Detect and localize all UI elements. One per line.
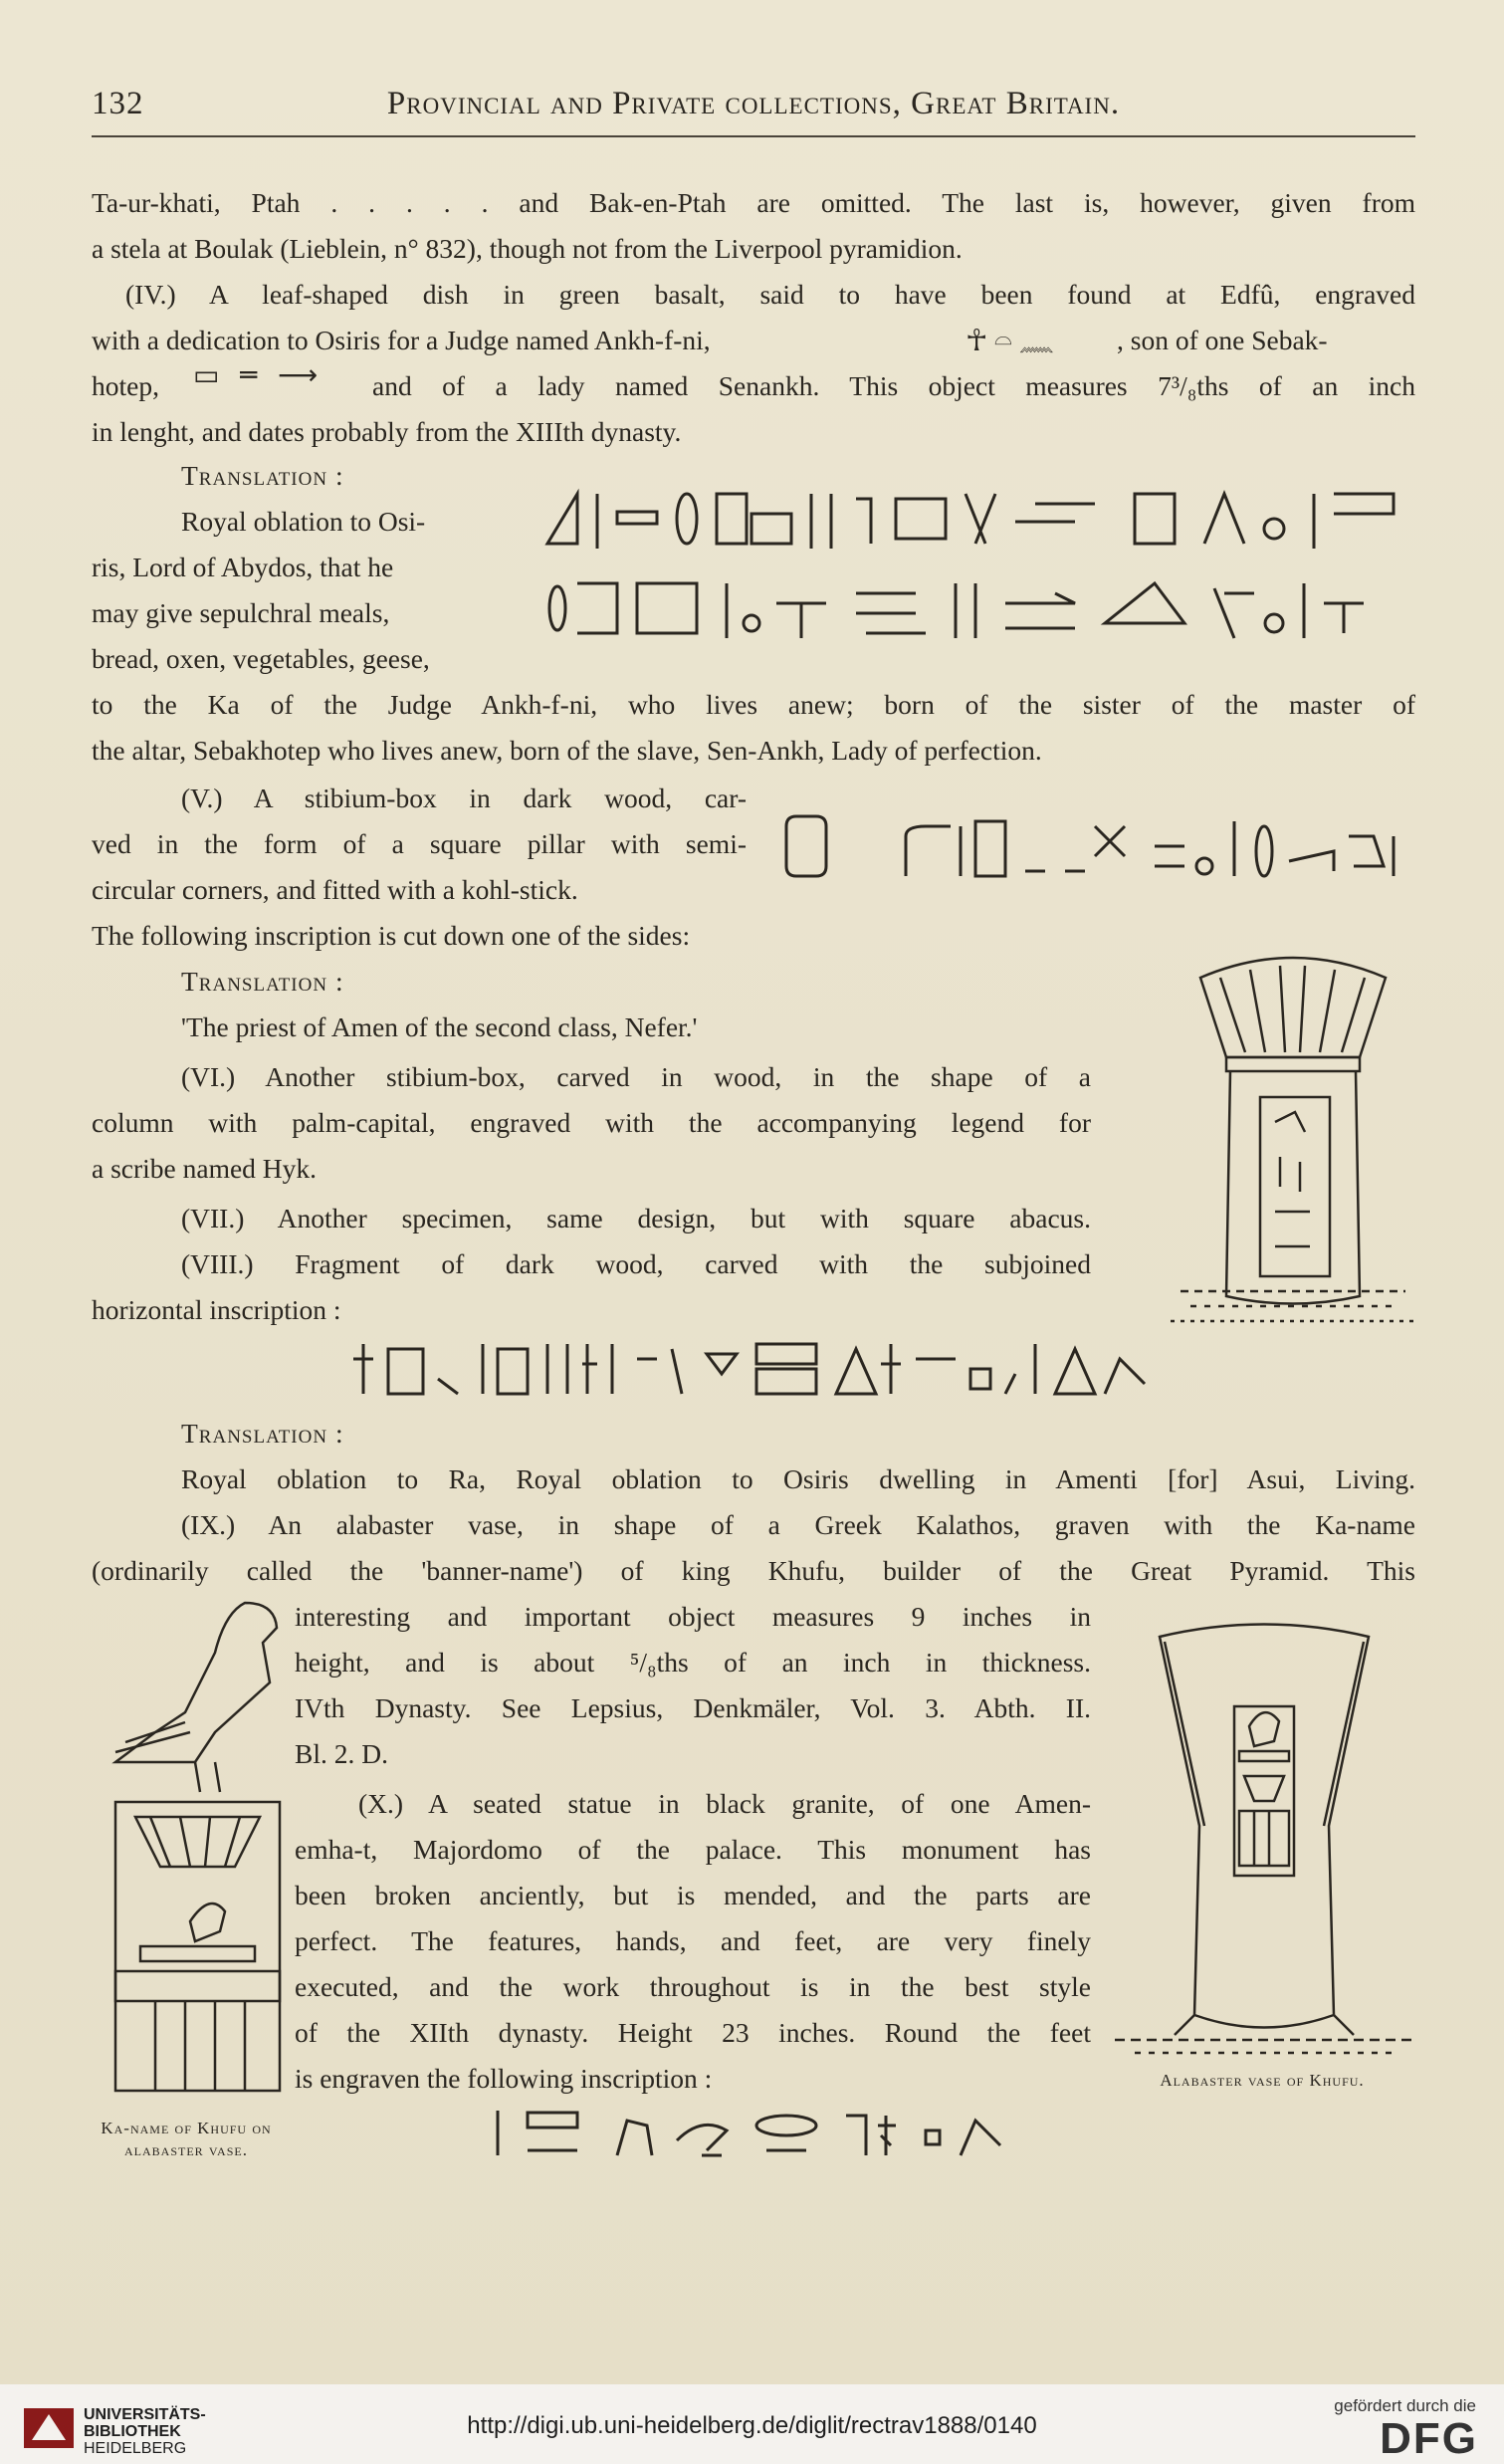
text-line: (X.) A seated statue in black granite, of one Amen- <box>358 1788 1091 1819</box>
institution-line: BIBLIOTHEK <box>84 2423 181 2440</box>
text-line: circular corners, and fitted with a kohl-stick. <box>92 874 578 905</box>
translation-label: Translation : <box>181 966 344 997</box>
text-line: column with palm-capital, engraved with the accompanying legend for <box>92 1107 1091 1138</box>
translation-label: Translation : <box>181 460 344 491</box>
text-line: , son of one Sebak- <box>1117 325 1328 355</box>
text-line: ris, Lord of Abydos, that he <box>92 552 394 582</box>
page-number: 132 <box>92 86 144 121</box>
text-line: height, and is about ⁵/₈ths of an inch in thickness. <box>295 1647 1091 1678</box>
text-line: Royal oblation to Ra, Royal oblation to Osiris dwelling in Amenti [for] Asui, Living. <box>181 1463 1415 1494</box>
text-line: a scribe named Hyk. <box>92 1153 318 1184</box>
figure-caption-ka-name: alabaster vase. <box>124 2140 248 2159</box>
text-line: (V.) A stibium-box in dark wood, car- <box>181 783 747 813</box>
text-line: of the XIIth dynasty. Height 23 inches. Round the feet <box>295 2017 1091 2048</box>
text-line: The following inscription is cut down one of the sides: <box>92 920 691 951</box>
institution-line: UNIVERSITÄTS- <box>84 2406 206 2423</box>
source-url-link[interactable]: http://digi.ub.uni-heidelberg.de/diglit/rectrav1888/0140 <box>467 2412 1037 2439</box>
text-line: ved in the form of a square pillar with semi- <box>92 828 747 859</box>
figure-caption-vase: Alabaster vase of Khufu. <box>1160 2071 1365 2090</box>
alabaster-vase-figure <box>1115 1617 1413 2065</box>
hieroglyph-inscription-wood-fragment <box>348 1334 1155 1404</box>
funder-note: gefördert durch die <box>1334 2396 1476 2415</box>
text-line: in lenght, and dates probably from the XIIIth dynasty. <box>92 416 682 447</box>
text-line: 'The priest of Amen of the second class, Nefer.' <box>181 1011 698 1042</box>
text-line: a stela at Boulak (Lieblein, n° 832), though not from the Liverpool pyramidion. <box>92 233 963 264</box>
text-line: the altar, Sebakhotep who lives anew, born of the slave, Sen-Ankh, Lady of perfection. <box>92 735 1042 766</box>
text-line: (VIII.) Fragment of dark wood, carved with the subjoined <box>181 1248 1091 1279</box>
running-title: Provincial and Private collections, Great Britain. <box>386 86 1121 121</box>
text-line: to the Ka of the Judge Ankh-f-ni, who lives anew; born of the sister of the master of <box>92 689 1415 720</box>
translation-label: Translation : <box>181 1418 344 1449</box>
text-line: and of a lady named Senankh. This object measures 7³/₈ths of an inch <box>372 370 1415 401</box>
ka-name-khufu-figure <box>96 1593 309 2111</box>
text-line: bread, oxen, vegetables, geese, <box>92 643 430 674</box>
hieroglyph-inscription-dish <box>537 474 1413 653</box>
digitization-footer <box>0 2384 1504 2464</box>
text-line: Ta-ur-khati, Ptah . . . . . and Bak-en-Ptah are omitted. The last is, however, given from <box>92 187 1415 218</box>
text-line: (IX.) An alabaster vase, in shape of a Greek Kalathos, graven with the Ka-name <box>181 1509 1415 1540</box>
text-line: may give sepulchral meals, <box>92 597 390 628</box>
text-line: executed, and the work throughout is in the best style <box>295 1971 1091 2002</box>
text-line: emha-t, Majordomo of the palace. This monument has <box>295 1834 1091 1865</box>
hieroglyph-inscription-statue <box>488 2101 1005 2164</box>
figure-caption-ka-name: Ka-name of Khufu on <box>101 2119 272 2137</box>
hieroglyph-name-ankhfni: ☥𓏏𓈖 <box>966 324 1061 358</box>
header-rule <box>92 135 1415 137</box>
text-line: Bl. 2. D. <box>295 1738 388 1769</box>
text-line: been broken anciently, but is mended, and the parts are <box>295 1880 1091 1910</box>
text-line: (VII.) Another specimen, same design, but with square abacus. <box>181 1203 1091 1233</box>
text-line: perfect. The features, hands, and feet, are very finely <box>295 1925 1091 1956</box>
text-line: interesting and important object measures 9 inches in <box>295 1601 1091 1632</box>
text-line: IVth Dynasty. See Lepsius, Denkmäler, Vol. 3. Abth. II. <box>295 1692 1091 1723</box>
text-line: with a dedication to Osiris for a Judge named Ankh-f-ni, <box>92 325 711 355</box>
hieroglyph-inscription-stibium-box <box>776 806 1413 896</box>
text-line: is engraven the following inscription : <box>295 2063 713 2094</box>
palm-column-stibium-box-figure <box>1171 948 1415 1330</box>
text-line: horizontal inscription : <box>92 1294 341 1325</box>
hieroglyph-name-sebakhotep: ▭ ═ ⟶ <box>193 358 324 391</box>
institution-line: HEIDELBERG <box>84 2440 187 2457</box>
text-line: hotep, <box>92 370 159 401</box>
text-line: (IV.) A leaf-shaped dish in green basalt, said to have been found at Edfû, engraved <box>125 279 1415 310</box>
text-line: (ordinarily called the 'banner-name') of king Khufu, builder of the Great Pyramid. This <box>92 1555 1415 1586</box>
text-line: Royal oblation to Osi- <box>181 506 426 537</box>
text-line: (VI.) Another stibium-box, carved in wood, in the shape of a <box>181 1061 1091 1092</box>
dfg-logo: DFG <box>1380 2414 1478 2463</box>
